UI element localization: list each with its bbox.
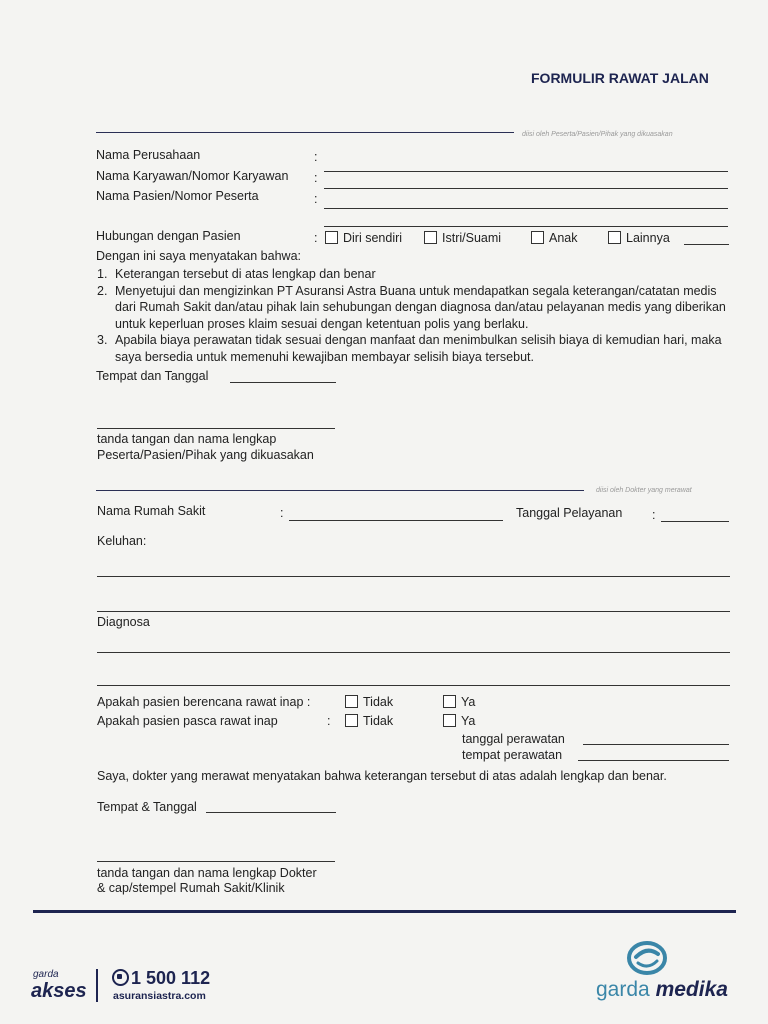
statement-number: 1. bbox=[97, 267, 108, 281]
relation-label: Hubungan dengan Pasien bbox=[96, 229, 241, 243]
patient-input-line-2[interactable] bbox=[324, 226, 728, 227]
place-date-label: Tempat dan Tanggal bbox=[96, 369, 209, 383]
inpatient-plan-no[interactable] bbox=[345, 695, 393, 709]
statement-list bbox=[97, 266, 737, 365]
option-spouse-label: Istri/Suami bbox=[442, 231, 502, 245]
statement-item bbox=[97, 332, 737, 365]
logo-word-medika: medika bbox=[655, 978, 728, 1001]
care-date-label: tanggal perawatan bbox=[462, 732, 565, 746]
statement-text: Keterangan tersebut di atas lengkap dan benar bbox=[115, 267, 376, 281]
option-spouse[interactable] bbox=[424, 231, 501, 245]
statement-number: 3. bbox=[97, 333, 108, 347]
diagnosis-label: Diagnosa bbox=[97, 615, 150, 629]
garda-medika-logo-icon bbox=[626, 940, 668, 976]
doctor-signature-line[interactable] bbox=[97, 861, 335, 862]
section2-divider bbox=[96, 490, 584, 491]
relation-colon: : bbox=[314, 231, 318, 245]
participant-note: diisi oleh Peserta/Pasien/Pihak yang dikuasakan bbox=[522, 131, 673, 138]
option-other-label: Lainnya bbox=[626, 231, 670, 245]
diagnosis-input-line[interactable] bbox=[97, 652, 730, 653]
checkbox-icon[interactable] bbox=[443, 714, 456, 727]
section1-divider bbox=[96, 132, 514, 133]
place-date-input-line[interactable] bbox=[230, 382, 336, 383]
doctor-statement: Saya, dokter yang merawat menyatakan bahwa keterangan tersebut di atas adalah lengkap dan benar. bbox=[97, 769, 667, 783]
inpatient-plan-yes-label: Ya bbox=[461, 695, 476, 709]
company-input-line[interactable] bbox=[324, 171, 728, 172]
form-title: FORMULIR RAWAT JALAN bbox=[531, 70, 709, 86]
post-inpatient-yes[interactable] bbox=[443, 714, 475, 728]
brand-small: garda bbox=[33, 969, 59, 980]
option-self-label: Diri sendiri bbox=[343, 231, 403, 245]
post-inpatient-no-label: Tidak bbox=[363, 714, 394, 728]
brand-name: akses bbox=[31, 980, 87, 1002]
post-inpatient-colon: : bbox=[327, 714, 331, 728]
complaint-label: Keluhan: bbox=[97, 534, 147, 548]
care-place-label: tempat perawatan bbox=[462, 748, 563, 762]
checkbox-icon[interactable] bbox=[325, 231, 338, 244]
option-child[interactable] bbox=[531, 231, 578, 245]
care-date-input-line[interactable] bbox=[583, 744, 729, 745]
employee-colon: : bbox=[314, 171, 318, 185]
inpatient-plan-label: Apakah pasien berencana rawat inap : bbox=[97, 695, 311, 709]
statement-text: Apabila biaya perawatan tidak sesuai dengan manfaat dan menimbulkan selisih biaya di kemudian hari, maka saya bersedia untuk memenuhi kewajiban membayar selisih biaya tersebut. bbox=[115, 333, 722, 364]
hospital-label: Nama Rumah Sakit bbox=[97, 504, 206, 518]
doctor-signature-caption: tanda tangan dan nama lengkap Dokter bbox=[97, 866, 317, 880]
option-self[interactable] bbox=[325, 231, 402, 245]
phone-number: 1 500 112 bbox=[131, 968, 211, 988]
participant-signature-role: Peserta/Pasien/Pihak yang dikuasakan bbox=[97, 448, 314, 462]
footer-separator bbox=[96, 969, 98, 1002]
inpatient-plan-yes[interactable] bbox=[443, 695, 475, 709]
diagnosis-input-line-2[interactable] bbox=[97, 685, 730, 686]
participant-signature-caption: tanda tangan dan nama lengkap bbox=[97, 432, 277, 446]
checkbox-icon[interactable] bbox=[424, 231, 437, 244]
statement-item bbox=[97, 283, 737, 333]
other-input-line[interactable] bbox=[684, 244, 729, 245]
patient-input-line[interactable] bbox=[324, 208, 728, 209]
footer-rule bbox=[33, 910, 736, 913]
patient-label: Nama Pasien/Nomor Peserta bbox=[96, 189, 259, 203]
doctor-signature-stamp: & cap/stempel Rumah Sakit/Klinik bbox=[97, 881, 285, 895]
service-date-label: Tanggal Pelayanan bbox=[516, 506, 623, 520]
company-colon: : bbox=[314, 150, 318, 164]
employee-label: Nama Karyawan/Nomor Karyawan bbox=[96, 169, 289, 183]
hospital-colon: : bbox=[280, 506, 284, 520]
service-date-colon: : bbox=[652, 508, 656, 522]
option-other[interactable] bbox=[608, 231, 670, 245]
statement-number: 2. bbox=[97, 283, 108, 298]
employee-input-line[interactable] bbox=[324, 188, 728, 189]
phone-block bbox=[112, 968, 210, 989]
care-place-input-line[interactable] bbox=[578, 760, 729, 761]
post-inpatient-no[interactable] bbox=[345, 714, 393, 728]
option-child-label: Anak bbox=[549, 231, 578, 245]
statement-text: Menyetujui dan mengizinkan PT Asuransi Astra Buana untuk mendapatkan segala keterangan/catatan medis dari Rumah Sakit dan/atau pihak lain sehubungan dengan diagnosa dan/atau pelayanan medis yang diberikan untuk keperluan proses klaim sesuai dengan ketentuan polis yang berlaku. bbox=[115, 283, 726, 331]
doctor-place-date-label: Tempat & Tanggal bbox=[97, 800, 197, 814]
post-inpatient-yes-label: Ya bbox=[461, 714, 476, 728]
checkbox-icon[interactable] bbox=[345, 695, 358, 708]
checkbox-icon[interactable] bbox=[608, 231, 621, 244]
statement-item bbox=[97, 266, 737, 283]
service-date-input-line[interactable] bbox=[661, 521, 729, 522]
doctor-place-date-input-line[interactable] bbox=[206, 812, 336, 813]
phone-icon bbox=[112, 969, 129, 986]
hospital-input-line[interactable] bbox=[289, 520, 503, 521]
inpatient-plan-no-label: Tidak bbox=[363, 695, 394, 709]
complaint-input-line[interactable] bbox=[97, 576, 730, 577]
participant-signature-line[interactable] bbox=[97, 428, 335, 429]
checkbox-icon[interactable] bbox=[345, 714, 358, 727]
post-inpatient-label: Apakah pasien pasca rawat inap bbox=[97, 714, 278, 728]
doctor-note: diisi oleh Dokter yang merawat bbox=[596, 487, 692, 494]
logo-word-garda: garda bbox=[596, 978, 650, 1001]
patient-colon: : bbox=[314, 192, 318, 206]
checkbox-icon[interactable] bbox=[443, 695, 456, 708]
website-link[interactable]: asuransiastra.com bbox=[113, 990, 206, 1002]
complaint-input-line-2[interactable] bbox=[97, 611, 730, 612]
logo-text bbox=[596, 978, 728, 1002]
company-label: Nama Perusahaan bbox=[96, 148, 201, 162]
statement-intro: Dengan ini saya menyatakan bahwa: bbox=[96, 249, 301, 263]
checkbox-icon[interactable] bbox=[531, 231, 544, 244]
